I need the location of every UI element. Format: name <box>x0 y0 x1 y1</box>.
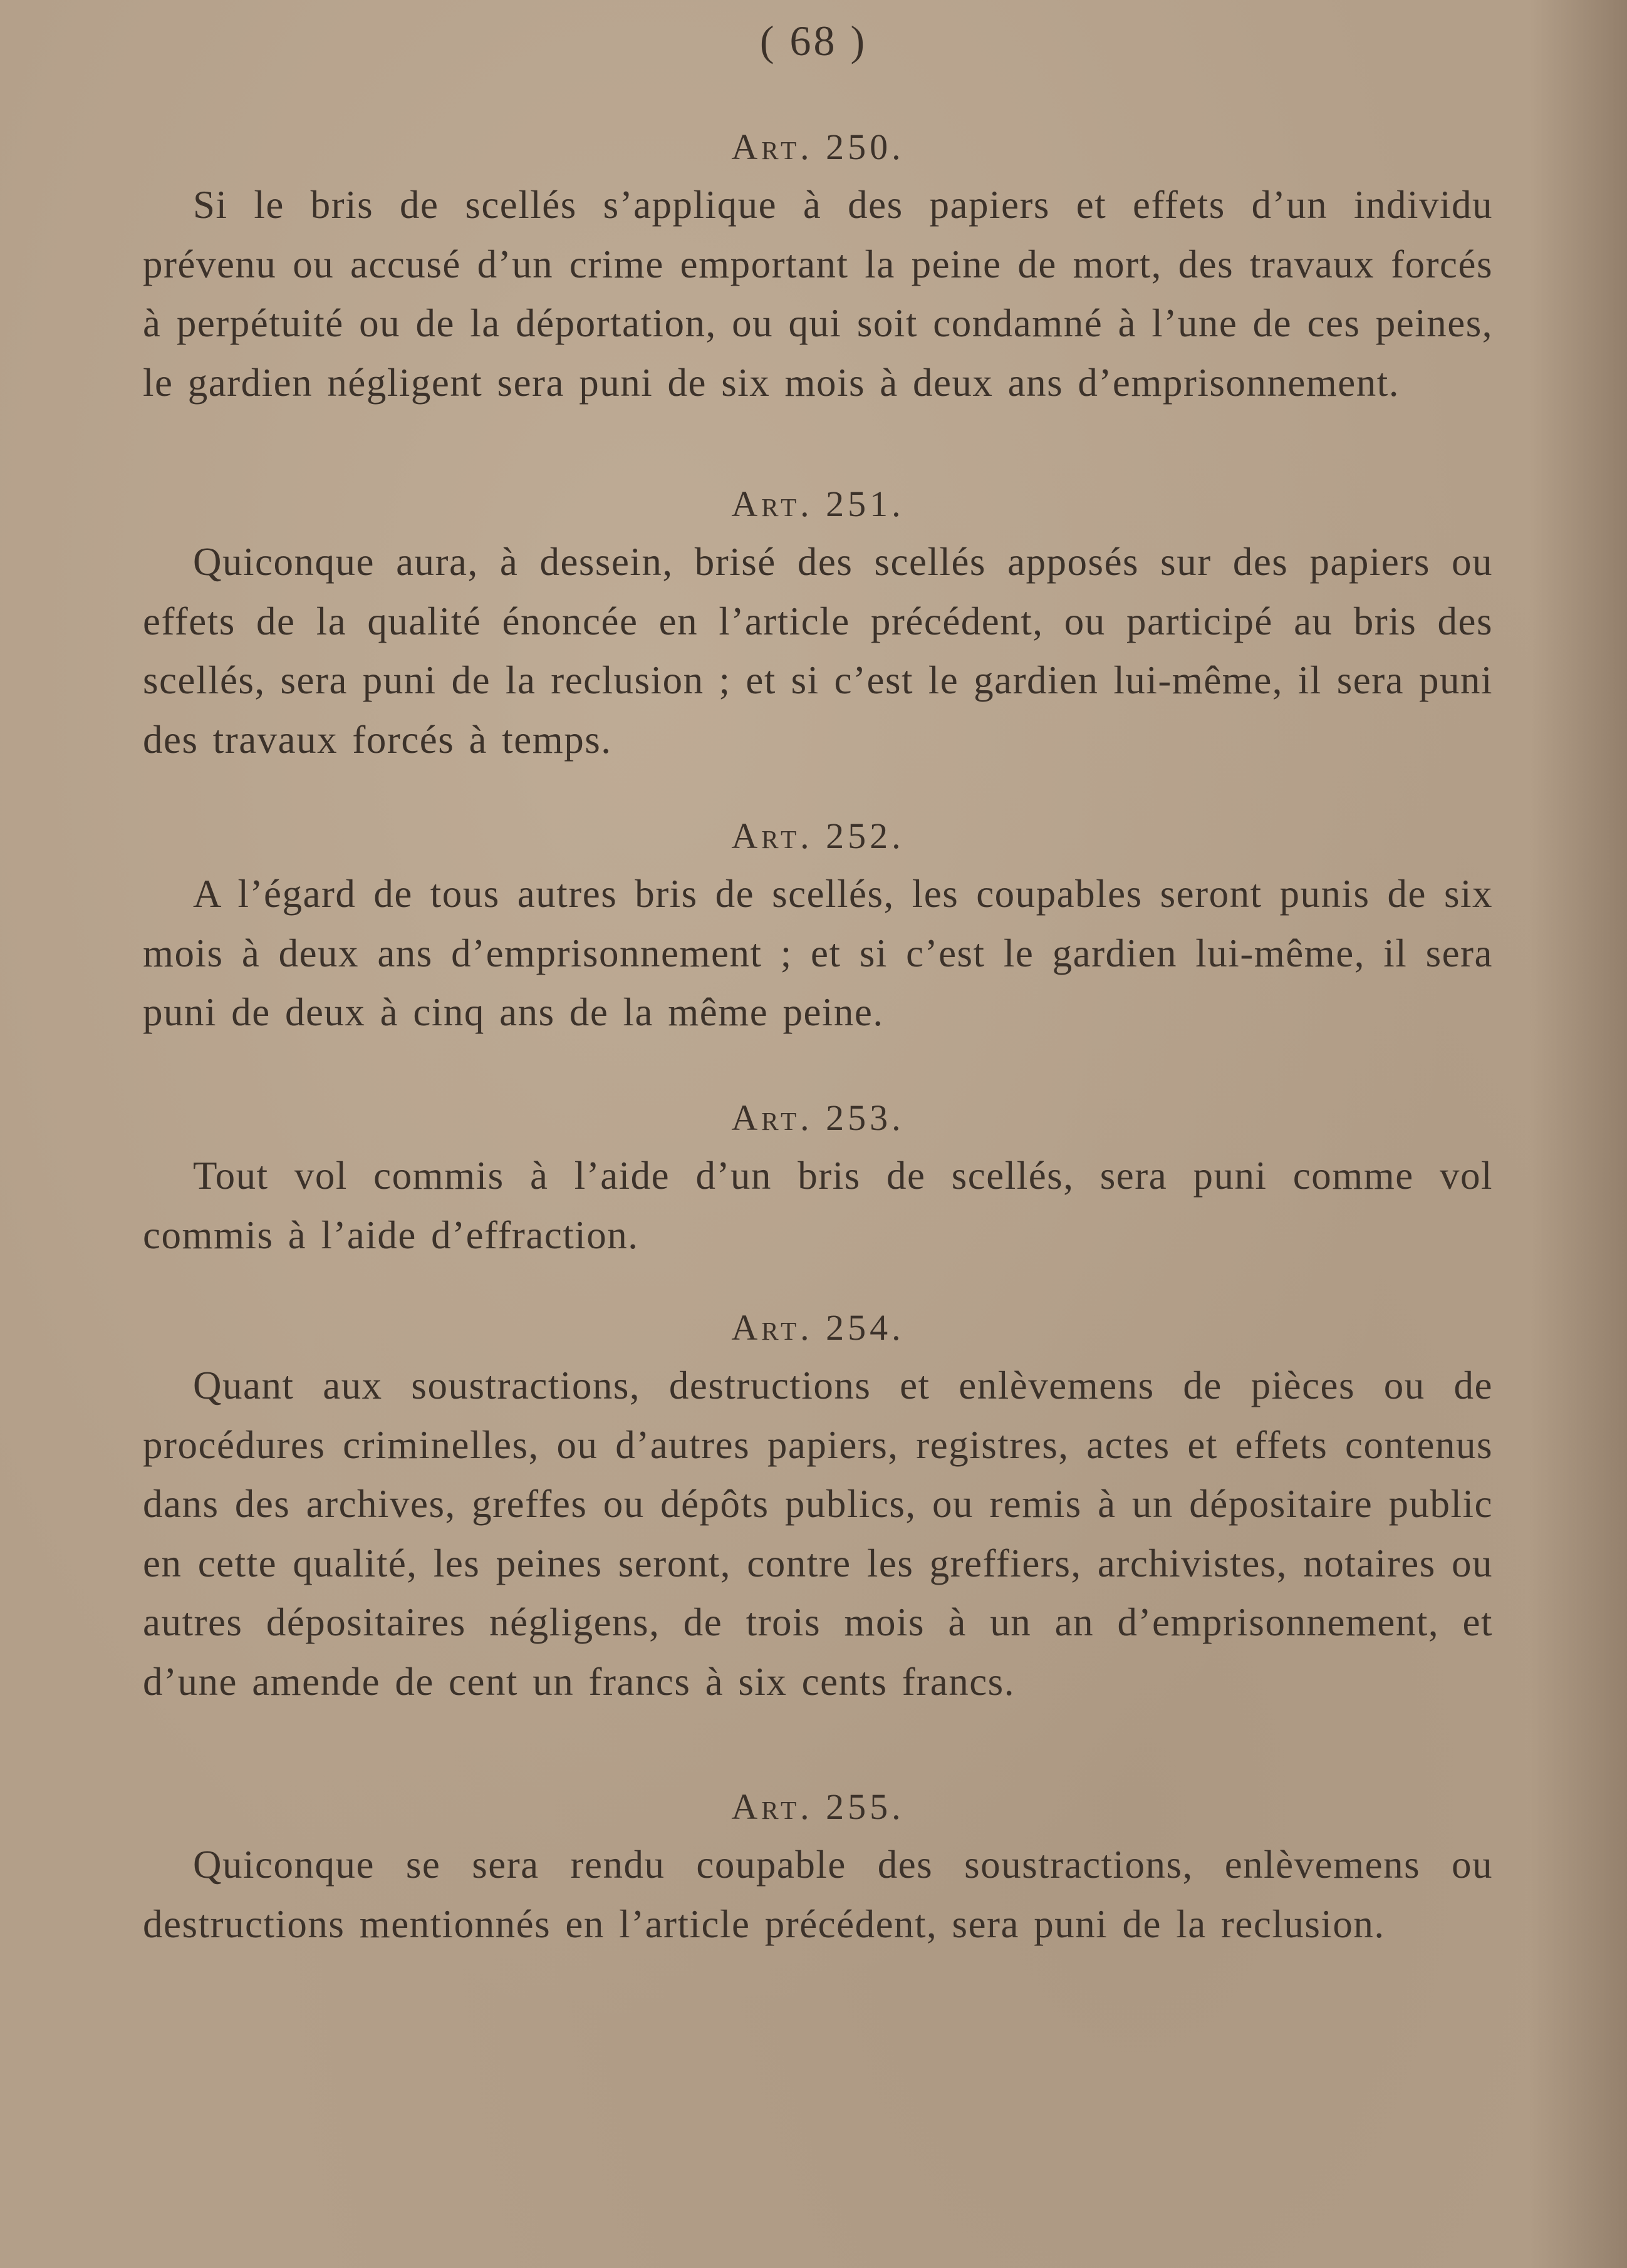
article-text: A l’égard de tous autres bris de scellés, les coupables seront punis de six mois à deux ans d’emprisonnement ; et si c’est le gardien lui-même, il sera puni de deux à cinq ans de la même peine. <box>143 872 1493 1034</box>
article-250 <box>143 119 1493 412</box>
article-252 <box>143 808 1493 1042</box>
article-heading: Art. 254. <box>731 1307 905 1348</box>
article-heading: Art. 251. <box>731 484 905 524</box>
article-254 <box>143 1300 1493 1711</box>
article-text: Si le bris de scellés s’applique à des papiers et effets d’un individu prévenu ou accusé d’un crime emportant la peine de mort, des travaux forcés à perpétuité ou de la déportation, ou qui soit condamné à l’une de ces peines, le gardien négligent sera puni de six mois à deux ans d’emprisonnement. <box>143 183 1493 405</box>
article-text: Quiconque aura, à dessein, brisé des scellés apposés sur des papiers ou effets de la qualité énoncée en l’article précédent, ou participé au bris des scellés, sera puni de la reclusion ; et si c’est le gardien lui-même, il sera puni des travaux forcés à temps. <box>143 540 1493 762</box>
article-text: Quiconque se sera rendu coupable des soustractions, enlèvemens ou destructions mentionnés en l’article précédent, sera puni de la reclusion. <box>143 1843 1493 1946</box>
article-heading: Art. 253. <box>731 1097 905 1138</box>
article-heading: Art. 250. <box>731 127 905 167</box>
page-number: ( 68 ) <box>759 17 868 65</box>
article-text: Quant aux soustractions, destructions et enlèvemens de pièces ou de procédures criminelles, ou d’autres papiers, registres, actes et effets contenus dans des archives, greffes ou dépôts publics, ou remis à un dépositaire public en cette qualité, les peines seront, contre les greffiers, archivistes, notaires ou autres dépositaires négligens, de trois mois à un an d’emprisonnement, et d’une amende de cent un francs à six cents francs. <box>143 1364 1493 1704</box>
article-heading: Art. 255. <box>731 1786 905 1827</box>
article-heading: Art. 252. <box>731 816 905 856</box>
article-253 <box>143 1090 1493 1265</box>
article-255 <box>143 1779 1493 1954</box>
article-251 <box>143 476 1493 769</box>
article-text: Tout vol commis à l’aide d’un bris de scellés, sera puni comme vol commis à l’aide d’effraction. <box>143 1154 1493 1257</box>
